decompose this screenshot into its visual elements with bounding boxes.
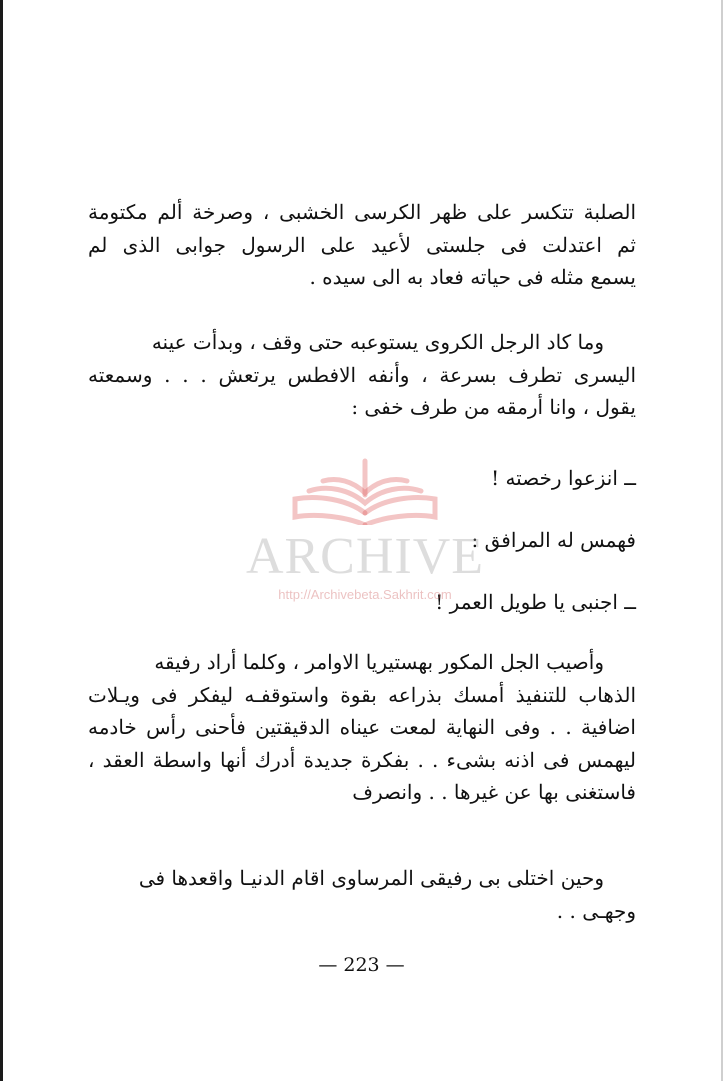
paragraph-3 (88, 646, 636, 809)
text-line: فاستغنى بها عن غيرها . . وانصرف (352, 780, 636, 804)
text-line: اضافية . . وفى النهاية لمعت عيناه الدقيقتين فأحنى رأس خادمه (88, 715, 636, 739)
text-line: ثم اعتدلت فى جلستى لأعيد على الرسول جوابى الذى لم (88, 232, 636, 257)
paragraph-1 (88, 196, 636, 294)
text-line: يسمع مثله فى حياته فعاد به الى سيده . (309, 265, 636, 289)
text-line: اليسرى تطرف بسرعة ، وأنفه الافطس يرتعش . . . وسمعته (88, 362, 636, 387)
open-book-icon (287, 455, 443, 525)
dialog-line-1: ــ انزعوا رخصته ! (491, 466, 636, 490)
text-line: ليهمس فى اذنه بشىء . . بفكرة جديدة أدرك أنها واسطة العقد ، (88, 747, 636, 772)
page-number: — 223 — (318, 954, 405, 976)
text-line: الصلبة تتكسر على ظهر الكرسى الخشبى ، وصرخة ألم مكتومة (88, 200, 636, 224)
paragraph-4 (88, 862, 636, 927)
text-line: الذهاب للتنفيذ أمسك بذراعه بقوة واستوقفـه ليفكر فى ويـلات (88, 682, 636, 707)
paragraph-2 (88, 326, 636, 424)
text-line: يقول ، وانا أرمقه من طرف خفى : (351, 395, 636, 419)
text-line: وجهـى . . (556, 898, 636, 923)
dialog-line-3: ــ اجنبى يا طويل العمر ! (435, 590, 636, 614)
text-line: وحين اختلى بى رفيقى المرساوى اقام الدنيـا واقعدها فى (138, 866, 604, 890)
text-line: وما كاد الرجل الكروى يستوعبه حتى وقف ، وبدأت عينه (151, 330, 604, 354)
watermark-url: http://Archivebeta.Sakhrit.com (278, 587, 452, 602)
watermark-title: ARCHIVE (245, 528, 485, 585)
dialog-line-2: فهمس له المرافق : (471, 528, 636, 552)
scan-edge-left (0, 0, 3, 1081)
text-line: وأصيب الجل المكور بهستيريا الاوامر ، وكلما أراد رفيقه (154, 650, 604, 674)
